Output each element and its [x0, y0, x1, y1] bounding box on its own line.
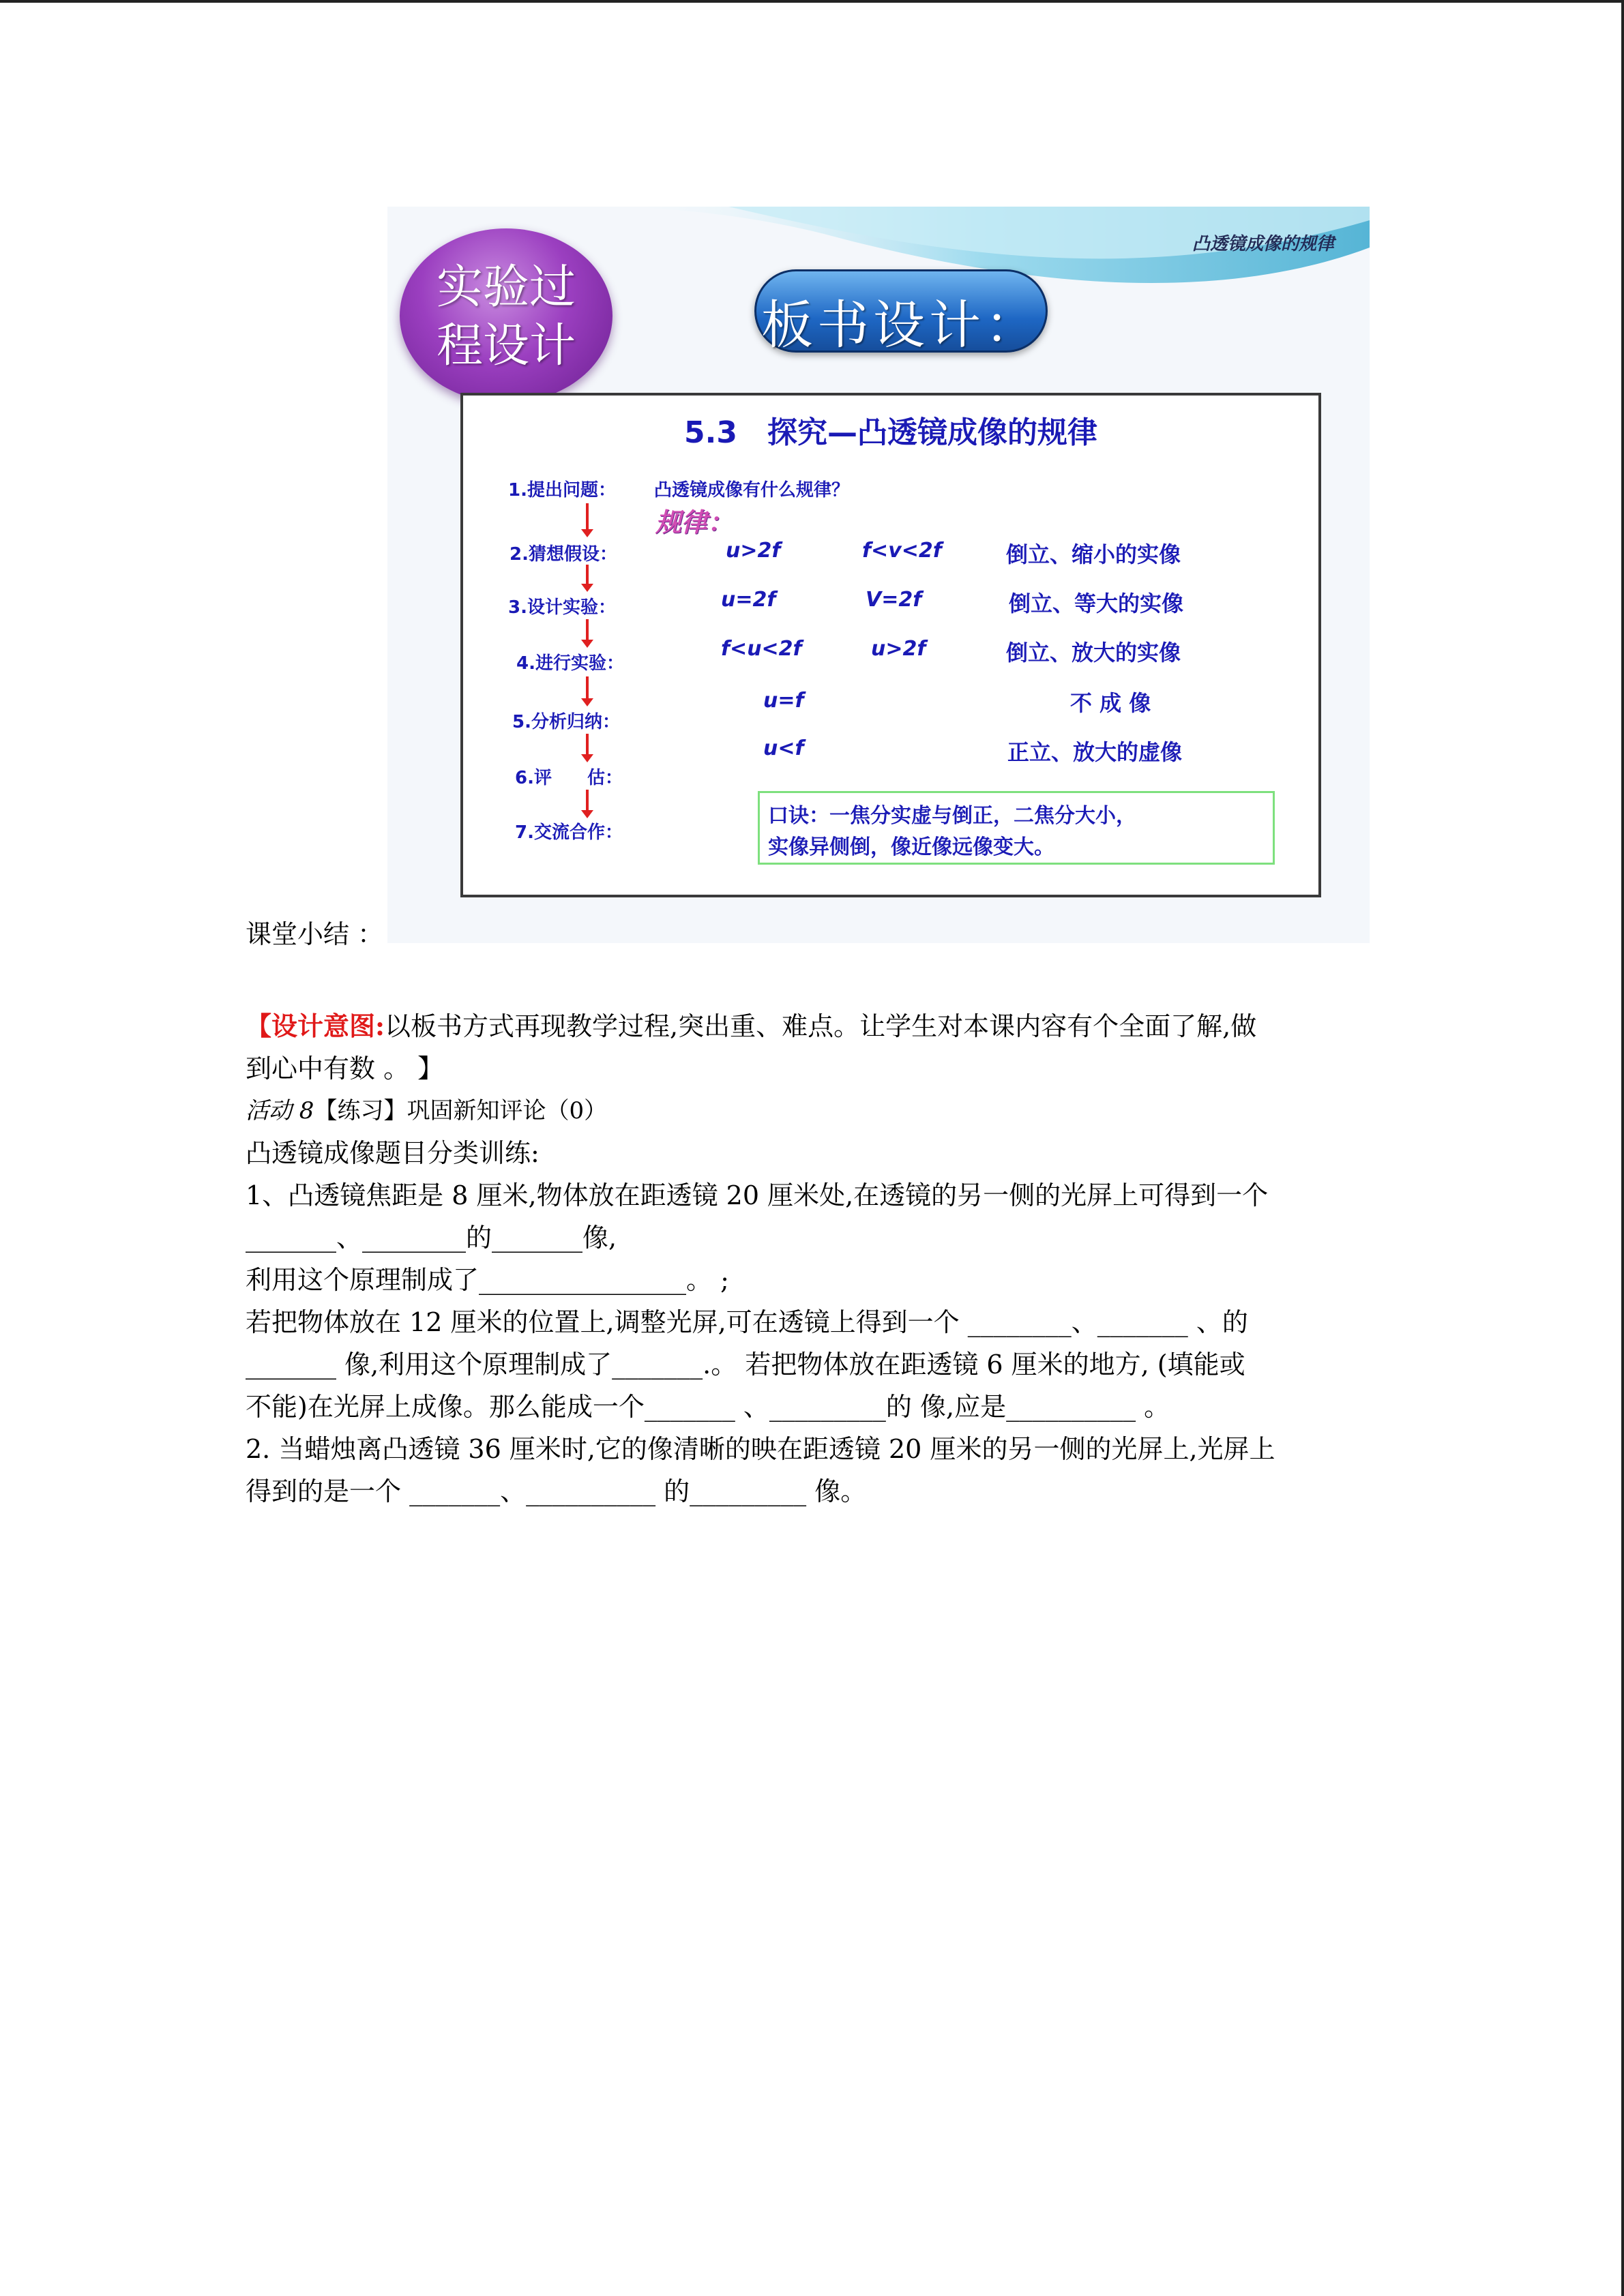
badge-line2: 程设计: [436, 319, 576, 373]
slide-caption: 凸透镜成像的规律: [1192, 234, 1334, 254]
flow-arrow-5: [586, 734, 589, 756]
page-border-top: [0, 0, 1624, 3]
flow-arrow-2: [586, 565, 589, 585]
rule-1-image: 倒立、缩小的实像: [1006, 541, 1181, 567]
step-2: 2.猜想假设：: [510, 544, 617, 565]
rule-2-v: V=2f: [866, 588, 922, 612]
activity-title: 【练习】巩固新知评论（0）: [314, 1097, 608, 1124]
mnemonic-box: [758, 791, 1275, 865]
design-intent-label: 【设计意图:: [246, 1011, 385, 1041]
flow-arrow-1: [586, 503, 589, 531]
design-intent: [246, 1005, 1256, 1047]
rule-3-image: 倒立、放大的实像: [1006, 640, 1181, 666]
pill-title: 板书设计：: [761, 295, 1041, 355]
rule-1-u: u>2f: [726, 539, 781, 563]
question-1-line-3: 利用这个原理制成了________________。 ;: [246, 1265, 729, 1295]
board-title: 5.3 探究—凸透镜成像的规律: [684, 415, 1097, 450]
rule-4-image: 不 成 像: [1070, 690, 1151, 716]
step-1: 1.提出问题：: [508, 480, 616, 501]
question-1-line-1: 1、凸透镜焦距是 8 厘米,物体放在距透镜 20 厘米处,在透镜的另一侧的光屏上可得到一个: [246, 1180, 1269, 1210]
mnemonic-line-2: 实像异侧倒，像近像远像变大。: [768, 835, 1054, 859]
question-2-line-1: 2. 当蜡烛离凸透镜 36 厘米时,它的像清晰的映在距透镜 20 厘米的另一侧的光屏上,光屏上: [246, 1434, 1275, 1464]
question-2-line-2: 得到的是一个 _______、__________ 的_________ 像。: [246, 1476, 867, 1506]
design-intent-line2: 到心中有数 。 】: [246, 1054, 444, 1084]
rule-5-u: u<f: [763, 736, 804, 760]
rule-3-u: f<u<2f: [721, 637, 802, 661]
step-6: 6.评 估：: [515, 768, 623, 788]
flow-arrow-3: [586, 619, 589, 641]
flow-arrow-4: [586, 676, 589, 700]
flow-arrow-6: [586, 790, 589, 811]
step-3: 3.设计实验：: [508, 597, 616, 618]
design-intent-text: 以板书方式再现教学过程,突出重、难点。让学生对本课内容有个全面了解,做: [385, 1011, 1257, 1041]
rule-4-u: u=f: [763, 689, 804, 713]
question-1-line-5: _______ 像,利用这个原理制成了_______.。 若把物体放在距透镜 6 厘米的地方, (填能或: [246, 1350, 1245, 1380]
rule-1-v: f<v<2f: [862, 539, 942, 563]
step-5: 5.分析归纳：: [512, 712, 620, 732]
rule-2-u: u=2f: [721, 588, 776, 612]
section-heading: 凸透镜成像题目分类训练:: [246, 1138, 540, 1168]
blackboard-panel: [460, 393, 1321, 897]
slide-image: [387, 207, 1370, 943]
rule-3-v: u>2f: [871, 637, 926, 661]
question-text: 凸透镜成像有什么规律？: [654, 480, 850, 501]
page-border-right: [1621, 0, 1624, 2296]
badge: [400, 228, 612, 403]
activity-line: [246, 1090, 607, 1132]
badge-text: [400, 258, 612, 376]
rule-5-image: 正立、放大的虚像: [1007, 739, 1183, 765]
step-4: 4.进行实验：: [516, 653, 624, 674]
question-1-line-6: 不能)在光屏上成像。那么能成一个_______ 、_________的 像,应是__________ 。: [246, 1392, 1170, 1422]
title-pill: [754, 269, 1048, 353]
question-1-line-2: _______、________的_______像,: [246, 1223, 617, 1253]
class-summary: 课堂小结 ：: [246, 919, 384, 949]
rule-2-image: 倒立、等大的实像: [1009, 591, 1184, 616]
activity-number: 活动 8: [246, 1097, 314, 1124]
guilv-label: 规律：: [655, 507, 734, 537]
step-7: 7.交流合作：: [515, 822, 623, 843]
question-1-line-4: 若把物体放在 12 厘米的位置上,调整光屏,可在透镜上得到一个 ________、_______ 、的: [246, 1307, 1248, 1337]
mnemonic-line-1: 口诀：一焦分实虚与倒正，二焦分大小，: [768, 804, 1136, 828]
badge-line1: 实验过: [436, 260, 576, 314]
